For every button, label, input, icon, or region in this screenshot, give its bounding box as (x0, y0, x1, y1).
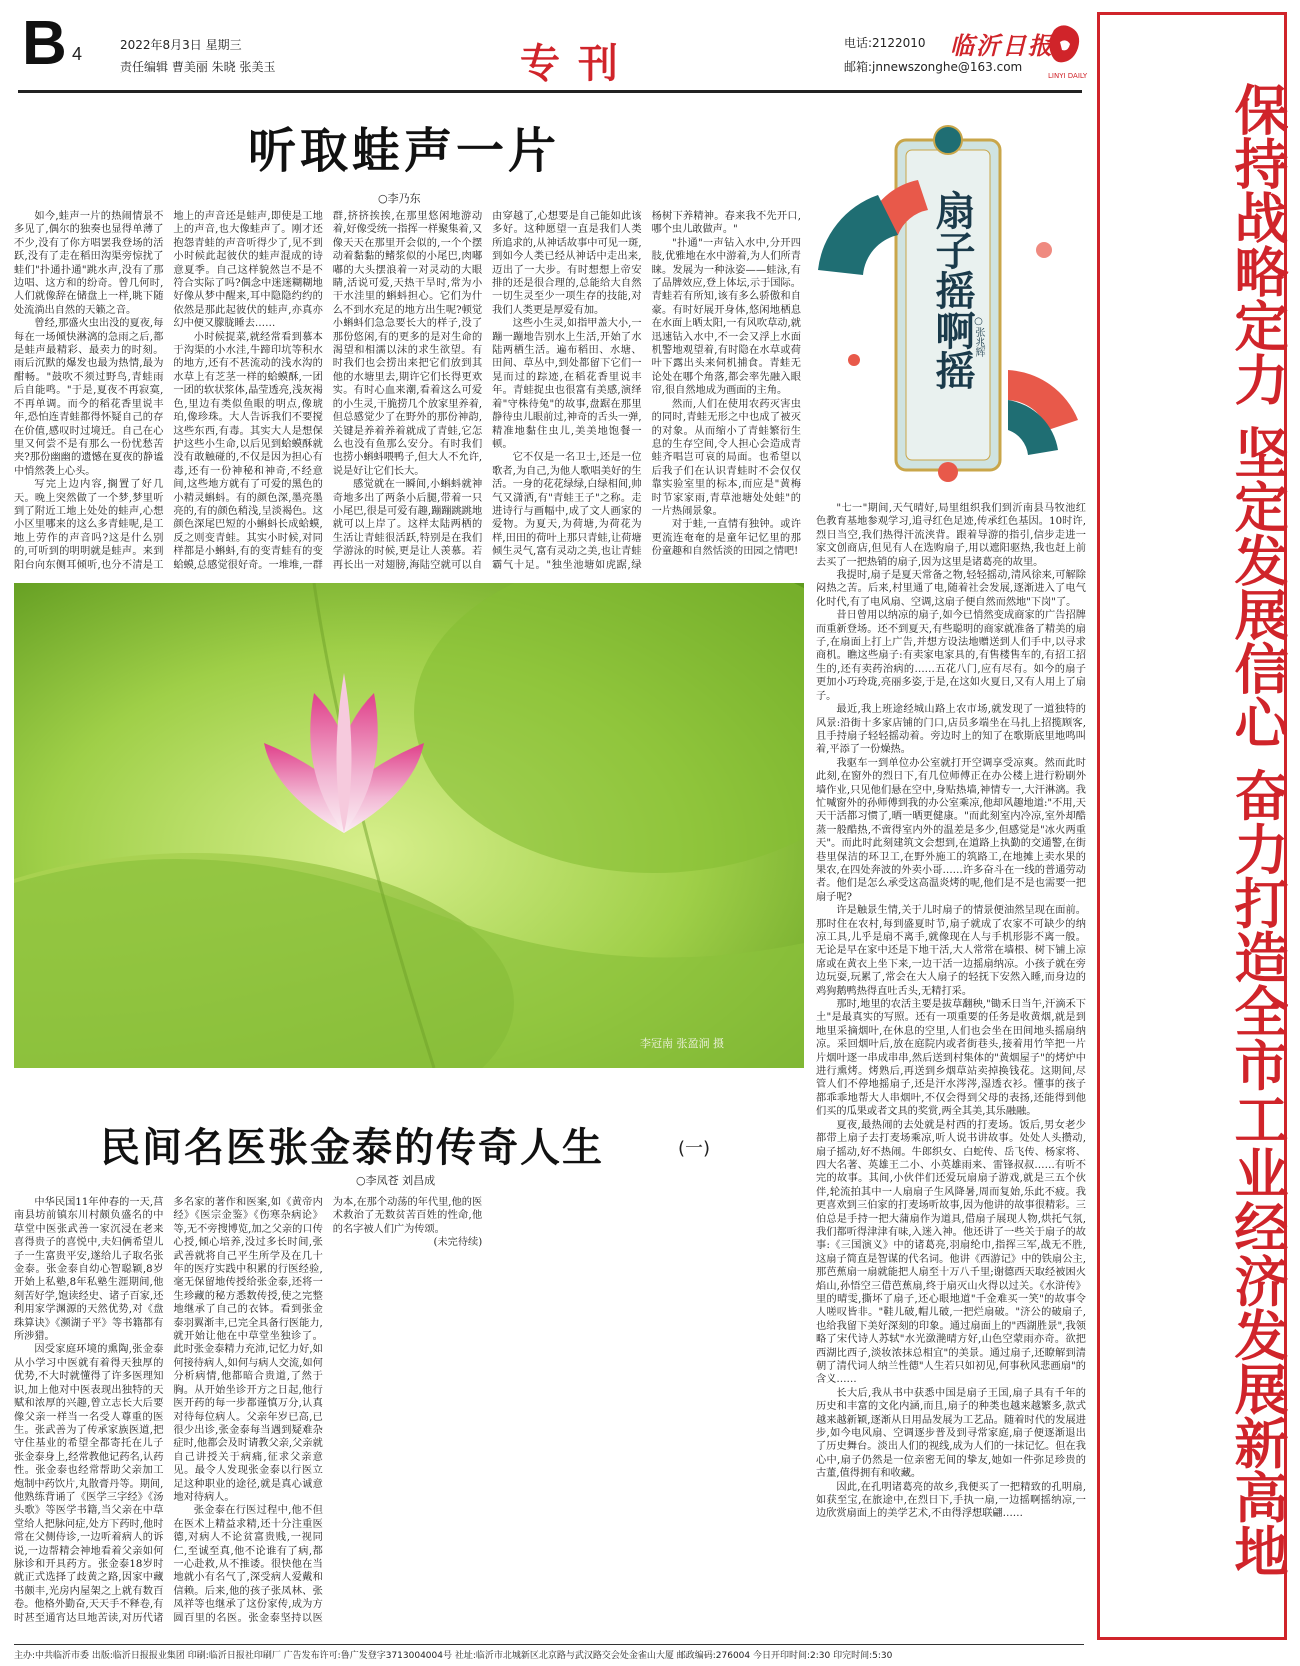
paragraph: 感觉就在一瞬间,小蝌蚪就神奇地多出了两条小后腿,带着一只小尾巴,很是可爱有趣,蹦蹦跳跳地就可以上岸了。这样太陆两栖的生活让青蛙很活跃,特别是在我们学游泳的时候,更是让人羡慕。若再长出一对翅膀,海陆空就可以自由穿越了,心想要是自己能如此该多好。这种愿望一直是我们人类所追求的,从神话故事中可见一斑,到如今人类已经从神话中走出来,迈出了一大步。有时想想上帝安排的还是很合理的,总能给大自然一切生灵至少一项生存的技能,对我们人类更是厚爱有加。 (332, 211, 642, 571)
paragraph: 它不仅是一名卫士,还是一位歌者,为自己,为他人歌唱美好的生活。一身的花花绿绿,白绿相间,帅气又潇洒,有"青蛙王子"之称。走进诗行与画幅中,成了文人画家的爱物。为夏天,为荷塘,为荷花为样,田田的荷叶上那只青蛙,让荷塘倾生灵气,富有灵动之美,也让青蛙霸气十足。"独坐池塘如虎踞,绿杨树下养精神。春来我不先开口,哪个虫儿敢做声。" (492, 211, 801, 571)
lotus-photo (14, 583, 804, 1068)
article-fan-title: 扇子摇啊摇 (929, 190, 975, 390)
article-fan-author: ○张兆辉 (973, 316, 984, 357)
issue-date: 2022年8月3日 星期三 (120, 38, 242, 52)
contact-email: 邮箱:jnnewszonghe@163.com (844, 60, 1023, 74)
paragraph: 这些小生灵,如指甲盖大小,一蹦一蹦地告别水上生活,开始了水陆两栖生活。遍布稻田、水塘、田间、草丛中,到处都留下它们一晃而过的踪迹,在稻花香里说丰年。青蛙捉虫也很富有美感,演绎着"守株待兔"的故事,盘踞在那里静待虫儿眼前过,神奇的舌头一弹,精准地黏住虫儿,美美地饱餐一顿。 (492, 318, 642, 450)
paragraph: 张金泰在行医过程中,他不但在医术上精益求精,还十分注重医德,对病人不论贫富贵贱,一视同仁,至诚至真,他不论谁有了病,都一心赴救,从不推诿。很快他在当地就小有名气了,深受病人爱戴和信赖。后来,他的孩子张凤林、张凤祥等也继承了这份家传,成为方圆百里的名医。张金泰坚持以医为本,在那个动荡的年代里,他的医术救治了无数贫苦百姓的性命,他的名字被人们广为传颂。 (173, 1197, 483, 1624)
paragraph: 那时,地里的农活主要是拔草翻秧,"锄禾日当午,汗滴禾下土"是最真实的写照。还有一项重要的任务是收黄烟,就是到地里采摘烟叶,在休息的空里,人们也会坐在田间地头摇扇纳凉。采回烟叶后,放在庭院内或者街巷头,接着用竹竿把一片片烟叶逐一串成串串,然后送到村集体的"黄烟屋子"的烤炉中进行熏烤。烤熟后,再送到乡烟草站卖掉换钱花。这期间,尽管人们不停地摇扇子,还是汗水涔涔,湿透衣衫。懂事的孩子都乖乖地帮大人串烟叶,不仅会得到父母的表扬,还能得到他们买的瓜果或者文具的奖赏,两全其美,其乐融融。 (816, 999, 1086, 1118)
paragraph: 夏夜,最热闹的去处就是村西的打麦场。饭后,男女老少都带上扇子去打麦场乘凉,听人说书讲故事。处处人头攒动,扇子摇动,好不热闹。牛郎织女、白蛇传、岳飞传、杨家将、四大名著、英雄王二小、小英雄雨来、雷锋叔叔……有听不完的故事。其间,小伙伴们还爱玩扇扇子游戏,就是三五个伙伴,轮流拍其中一人扇扇子生风降暑,周而复始,乐此不疲。我更喜欢到三伯家的打麦场听故事,因为他讲的故事很精彩。三伯总是手持一把大蒲扇作为道具,借扇子展现人物,烘托气氛,我们都听得津津有味,入迷入神。他还讲了一些关于扇子的故事:《三国演义》中的诸葛亮,羽扇纶巾,指挥三军,战无不胜,这扇子简直是智谋的代名词。他讲《西游记》中的铁扇公主,那芭蕉扇一扇就能把人扇至十万八千里;谢德西天取经被困火焰山,孙悟空三借芭蕉扇,终于扇灭山火得以过关。《水浒传》里的晴雯,撕坏了扇子,还心眼地道"千金难买一笑"的故事令人嗟叹皆非。"鞋儿破,帽儿破,一把烂扇破。"济公的破扇子,也给我留下美好深刻的印象。通过扇面上的"西湖胜景",我领略了宋代诗人苏轼"水光潋滟晴方好,山色空蒙雨亦奇。欲把西湖比西子,淡妆浓抹总相宜"的美景。通过扇子,还瞭解到清朝了清代词人纳兰性德"人生若只如初见,何事秋风悲画扇"的含义…… (816, 1119, 1086, 1386)
paragraph: 小时候捉菜,就经常看到慕本于沟渠的小水洼,牛蹄印坑等积水的地方,还有不甚流动的浅水沟的水草上有芝茎一样的蛤蟆酥,一团一团的软状浆体,晶莹透亮,浅灰褐色,里边有类似鱼眼的明点,像琥珀,像珍珠。大人告诉我们不要搅这些东西,有毒。其实大人是想保护这些小生命,以后见到蛤蟆酥就没有敢触碰的,不仅是因为担心有毒,还有一份神秘和神奇,不经意间,这些地方就有了可爱的黑色的小精灵蝌蚪。有的颜色深,墨亮墨亮的,有的颜色稍浅,呈淡褐色。这颜色深尾巴短的小蝌蚪长成蛤蟆,反之则变青蛙。其实小时候,对同样都是小蝌蚪,有的变青蛙有的变蛤蟆,总感觉很好奇。一堆堆,一群群,挤挤挨挨,在那里悠闲地游动着,好像受统一指挥一样聚集着,又像天天在那里开会似的,一个个摆动着黏黏的鳍浆似的小尾巴,肉嘟嘟的大头摆浪着一对灵动的大眼睛,活说可爱,天热干旱时,常为小干水洼里的蝌蚪担心。它们为什么不到水充足的地方出生呢?顿觉小蝌蚪们急急要长大的样子,没了那份悠闲,有的更多的是对生命的渴望和相濡以沫的求生欲望。有时我们也会捞出来把它们放到其他的水塘里去,期许它们长得更欢实。有时心血来潮,看着这么可爱的小生灵,干脆捞几个放家里养着,但总感觉少了在野外的那份神韵,关键是养着养着就成了青蛙,它怎么也没有鱼那么安分。有时我们也捞小蝌蚪喂鸭子,但大人不允许,说是好让它们长大。 (173, 211, 483, 571)
paragraph: 许是触景生情,关于儿时扇子的情景便油然呈现在面前。那时住在农村,每到盛夏时节,扇子就成了农家不可缺少的纳凉工具,儿乎是扇不离手,就像现在人与手机形影不离一般。无论是早在家中还是下地干活,大人常常在墙根、树下铺上凉席或在黄衣上坐下来,一边干活一边摇扇纳凉。小孩子就在旁边玩耍,玩累了,常会在大人扇子的轻抚下安然入睡,而身边的鸡狗鹅鸭热得直吐舌头,无精打采。 (816, 905, 1086, 997)
article-frog-title: 听取蛙声一片 (248, 123, 561, 179)
footer-info: 主办:中共临沂市委 出版:临沂日报报业集团 印刷:临沂日报社印刷厂 广告发布许可:鲁广发登字3713004004号 社址:临沂市北城新区北京路与武汉路交会处金雀山大厦 邮政编码:276004 今日开印时间:2:30 印完时间:5:30 (14, 1651, 893, 1661)
paragraph: 最近,我上班途经城山路上农市场,就发现了一道独特的风景:沿街十多家店铺的门口,店员多端坐在马扎上招揽顾客,且手持扇子轻轻摇动着。旁边时上的知了在歌斯底里地鸣叫着,平添了一份燥热。 (816, 704, 1086, 756)
photo-caption: 李冠南 张盈涧 摄 (640, 1037, 724, 1050)
page-letter: B (22, 9, 67, 78)
paragraph: 中华民国11年仲春的一天,莒南县坊前镇东川村颇负盛名的中草堂中医张武善一家沉浸在老来喜得贵子的喜悦中,夫妇俩希望儿子一生富贵平安,遂给儿子取名张金泰。张金泰自幼心智聪颖,8岁开始上私塾,8年私塾生涯期间,他刻苦好学,饱读经史、诸子百家,还利用家学渊源的天然优势,对《盘珠算诀》《濒湖子平》等书籍都有所涉猎。 (14, 1197, 164, 1343)
article-frog-author: ○李乃东 (378, 192, 421, 205)
paragraph: 昔日曾用以纳凉的扇子,如今已悄然变成商家的广告招牌而重新登场。还不到夏天,有些聪明的商家就准备了精美的扇子,在扇面上打上广告,并想方设法地赠送到人们手中,以寻求商机。瞧这些扇子:有卖家电家具的,有售楼售车的,有招工招生的,还有卖药治病的……五花八门,应有尽有。如今的扇子更加小巧玲珑,亮丽多姿,于是,在这如火夏日,又有人用上了扇子。 (816, 610, 1086, 702)
paragraph: 如今,蛙声一片的热闹情景不多见了,偶尔的独奏也显得单薄了不少,没有了你方唱罢我登场的活跃,没有了走在稻田沟渠旁惊扰了蛙们"扑通扑通"跳水声,没有了那边唱、这方和的纷奇。曾几何时,人们就像辞在储盘上一样,眺下随处流淌出自然的天籁之音。 (14, 211, 164, 316)
article-doctor-series: (一) (678, 1138, 711, 1159)
article-doctor-author: ○李凤苍 刘昌成 (356, 1174, 436, 1187)
end-note: (未完待续) (433, 1237, 483, 1249)
paragraph: "扑通"一声钻入水中,分开四肢,优雅地在水中游着,为人们所青睐。发展为一种泳姿——蛙泳,有了品牌效应,登上体坛,示于国际。青蛙若有所知,该有多么骄傲和自豪。有时好展开身体,悠闲地栖息在水面上晒太阳,一有风吹草动,就迅速钻入水中,不一会又浮上水面机警地观望着,有时隐在水草或荷叶下露出头来伺机捕食。青蛙无论处在哪个角落,都会率先融入眼帘,很自然地成为画面的主角。 (651, 237, 801, 397)
paragraph: 然而,人们在使用农药灭害虫的同时,青蛙无形之中也成了被灭的对象。从而缩小了青蛙繁衍生息的生存空间,令人担心会造成青蛙齐唱岂可哀的局面。也希望以后我子们在认识青蛙时不会仅仅靠实验室里的标本,而应是"黄梅时节家家雨,青草池塘处处蛙"的一片热闹景象。 (651, 398, 801, 517)
logo-text: 临沂日报 (950, 31, 1054, 60)
footer-rule (14, 1644, 1084, 1645)
paragraph: 我提时,扇子是夏天常备之物,轻轻摇动,清风徐来,可解除闷热之苦。后来,村里通了电,随着社会发展,逐渐进入了电气化时代,有了电风扇、空调,这扇子便自然而然地"下岗"了。 (816, 570, 1086, 608)
contact-phone: 电话:2122010 (844, 36, 926, 50)
paragraph: "七一"期间,天气晴好,局里组织我们到沂南县马牧池红色教育基地参观学习,追寻红色足迹,传承红色基因。10时许,烈日当空,我们热得汗流浃背。跟着导游的指引,信步走进一家文创商店,但见有人在选购扇子,用以遮阳驱热,我也赶上前去买了一把热销的扇子,因为这里是诸葛亮的故里。 (816, 503, 1086, 568)
paragraph: 长大后,我从书中获悉中国是扇子王国,扇子具有千年的历史和丰富的文化内涵,而且,扇子的种类也越来越繁多,款式越来越新颖,逐渐从日用品发展为工艺品。随着时代的发展进步,如今电风扇、空调逐步普及到寻常家庭,扇子便逐渐退出了历史舞台。淡出人们的视线,成为人们的一抹记忆。但在我心中,扇子仍然是一位亲密无间的挚友,她如一件弥足珍贵的古董,值得拥有和收藏。 (816, 1387, 1086, 1480)
article-doctor-body (14, 1196, 801, 1634)
lotus-leaf-image (14, 583, 804, 1068)
paragraph: 因受家庭环境的熏陶,张金泰从小学习中医就有着得天独厚的优势,不大时就懂得了许多医理知识,加上他对中医表现出独特的天赋和浓厚的兴趣,曾立志长大后要像父亲一样当一名受人尊重的医生。张武善为了传承家族医道,把守住基业的希望全都寄托在儿子张金泰身上,经常教他记药名,认药性。张金泰也经常帮助父亲加工炮制中药饮片,丸散膏丹等。期间,他熟练背诵了《医学三字经》《汤头歌》等医学书籍,当父亲在中草堂给人把脉问症,处方下药时,他时常在父侧侍诊,一边听着病人的诉说,一边帮精会神地看着父亲如何脉诊和开具药方。张金泰18岁时就正式选择了歧黄之路,因家中藏书颇丰,光房内屋架之上就有数百卷。他格外勤奋,天天手不释卷,有时甚至通宵达旦地苦读,对历代诸多名家的著作和医案,如《黄帝内经》《医宗金鉴》《伤寒杂病论》等,无不旁搜博览,加之父亲的口传心授,倾心培养,没过多长时间,张武善就将自己平生所学及在几十年的医疗实践中积累的行医经验,毫无保留地传授给张金泰,还将一生珍藏的秘方悉数传授,使之完整地继承了自己的衣钵。看到张金泰羽翼渐丰,已完全具备行医能力,就开始让他在中草堂坐独诊了。此时张金泰精力充沛,记忆力好,如何接待病人,如何与病人交流,如何分析病情,他都暗合贵道,了然于胸。从开始坐诊开方之日起,他行医开药的每一步都谨慎万分,认真对待每位病人。父亲年岁已高,已很少出诊,张金泰每当遇到疑难杂症时,他都会及时请教父亲,父亲就自己讲授关于病痛,征求父亲意见。最令人发现张金泰以行医立足这种职业的途径,就是真心诚意地对待病人。 (14, 1197, 323, 1624)
article-frog-body (14, 210, 801, 575)
page-number: 4 (72, 44, 83, 64)
paragraph: 写完上边内容,搁置了好几天。晚上突然做了一个梦,梦里听到了附近工地上处处的蛙声,心想小区里哪来的这么多青蛙呢,是工地上劳作的声音吗?这是什么别的,可听到的明明就是蛙声。来到阳台向东侧耳倾听,也分不清是工地上的声音还是蛙声,即使是工地上的声音,也大像蛙声了。刚才还抱怨青蛙的声音听得少了,见不到小时候此起彼伏的蛙声混成的诗意夏季。自己这样貌然岂不是不符合实际了吗?偶念中迷迷糊糊地好像从梦中醒来,耳中隐隐约约的依然是那此起彼伏的蛙声,亦真亦幻中便又朦胧睡去…… (14, 211, 323, 571)
header-rule (18, 90, 1082, 93)
slogan: 保持战略定力 坚定发展信心 奋力打造全市工业经济发展新高地 (1226, 82, 1289, 1578)
paragraph: 因此,在孔明诸葛亮的故乡,我便买了一把精致的孔明扇,如获至宝,在旅途中,在烈日下,手执一扇,一边摇啊摇纳凉,一边欣赏扇面上的美学艺术,不由得浮想联翩…… (816, 1481, 1086, 1520)
editors: 责任编辑 曹美丽 朱晓 张美玉 (120, 60, 276, 74)
article-doctor-title: 民间名医张金泰的传奇人生 (100, 1125, 604, 1171)
article-fan-body (816, 502, 1086, 1636)
paragraph: 曾经,那盛火虫出没的夏夜,每每在一场倾快淋漓的急雨之后,都是蛙声最精彩、最卖力的时刻。雨后沉默的爆发也最为热情,最为酣畅。"鼓吹不须过野鸟,青蛙雨后自能鸣。"于是,夏夜不再寂寞,不再单调。而今的稻花香里说丰年,恐怕连青蛙都得怀疑自己的存在价值,感叹时过境迁。自己在心里又何尝不是有那么一份忧愁苦夹?那份幽幽的遗憾在夏夜的静谧中悄然袭上心头。 (14, 318, 164, 477)
paragraph: 对于蛙,一直情有独钟。或许更流连奄奄的是童年记忆里的那份童趣和自然恬淡的田园之情吧! (651, 519, 801, 558)
logo-subtitle: LINYI DAILY (1048, 72, 1088, 80)
paragraph: 我驱车一到单位办公室就打开空调享受凉爽。然而此时此刻,在窗外的烈日下,有几位师傅正在办公楼上进行粉刷外墙作业,只见他们悬在空中,身贴热墙,神情专一,大汗淋漓。我忙喊窗外的孙师傅到我的办公室乘凉,他却风趣地道:"不用,天天干活都习惯了,晒一晒更健康。"而此刻室内冷凉,室外却酷蒸一般酷热,不啻得室内外的温差是多少,但感觉是"冰火两重天"。而此时此刻建筑文会想到,在道路上执勤的交通警,在街巷里保洁的环卫工,在野外施工的筑路工,在地摊上卖水果的果农,在四处奔波的外卖小哥……许多奋斗在一线的普通劳动者。他们是怎么承受这高温炎烤的呢,他们是不是也需要一把扇子呢? (816, 757, 1086, 903)
section-title: 专刊 (520, 41, 636, 87)
